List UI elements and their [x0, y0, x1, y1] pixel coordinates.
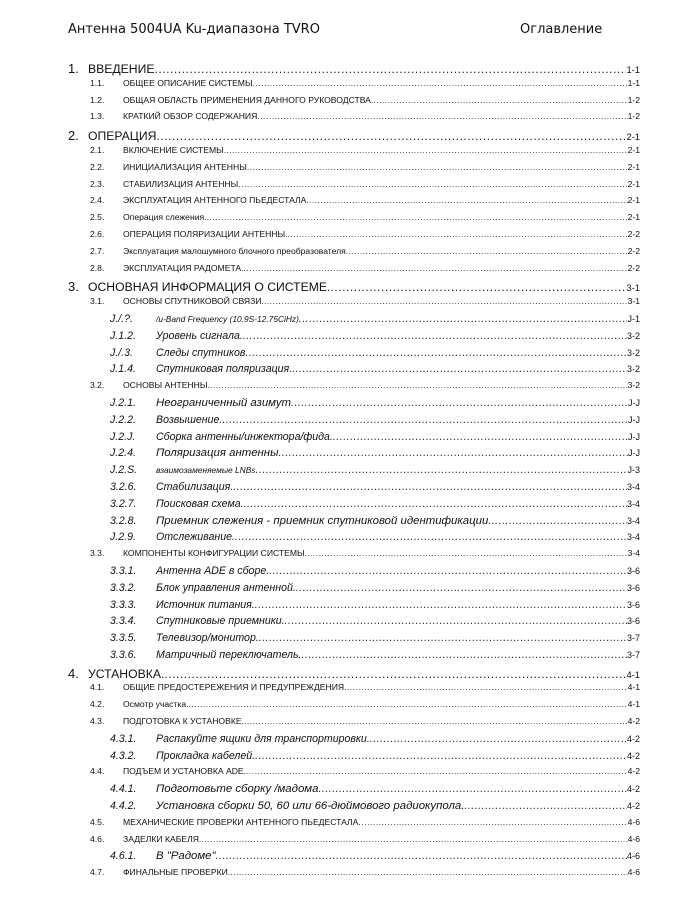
toc-entry[interactable]: [68, 212, 640, 229]
document-title: Антенна 5004UA Ku-диапазона TVRO: [68, 22, 320, 37]
toc-entry[interactable]: [68, 481, 640, 498]
dot-leader: [235, 531, 627, 543]
toc-entry-title: Поляризация антенны: [156, 447, 279, 460]
toc-entry-number: 1.1.: [90, 77, 105, 88]
toc-entry-number: 3.: [68, 279, 79, 295]
dot-leader: [464, 800, 627, 812]
toc-entry-title: ФИНАЛЬНЫЕ ПРОВЕРКИ.: [123, 867, 231, 878]
toc-entry[interactable]: [68, 95, 640, 112]
toc-entry[interactable]: [68, 78, 640, 95]
dot-leader: [333, 431, 628, 443]
toc-entry-number: 3.2.8.: [110, 514, 137, 527]
toc-entry-number: 2.7.: [90, 245, 105, 256]
toc-entry-number: 4.3.: [90, 716, 105, 727]
toc-entry-title: Прокладка кабелей.: [156, 749, 256, 762]
toc-entry-page: 2-1: [627, 195, 640, 206]
toc-entry-page: J-J: [628, 414, 640, 425]
toc-entry-title: Спутниковые приемники.: [156, 615, 285, 628]
toc-entry-page: 4-2: [626, 750, 640, 761]
dot-leader: [243, 330, 627, 342]
dot-leader: [296, 582, 627, 594]
toc-entry[interactable]: [68, 649, 640, 666]
dot-leader: [344, 682, 627, 692]
toc-entry-number: 4.4.: [90, 766, 105, 777]
toc-entry-title: ИНИЦИАЛИЗАЦИЯ АНТЕННЫ: [123, 161, 247, 172]
toc-entry-page: 4-1: [627, 682, 640, 693]
dot-leader: [255, 599, 627, 611]
toc-entry-title: МЕХАНИЧЕСКИЕ ПРОВЕРКИ АНТЕННОГО ПЬЕДЕСТАЛА: [123, 816, 359, 827]
toc-entry-title: КРАТКИЙ ОБЗОР СОДЕРЖАНИЯ: [123, 111, 258, 122]
toc-entry-number: 3.3.1.: [110, 564, 137, 577]
dot-leader: [291, 397, 628, 409]
toc-entry[interactable]: [68, 263, 640, 280]
toc-entry[interactable]: [68, 380, 640, 397]
toc-entry-title: Спутниковая поляризация.: [156, 363, 293, 376]
toc-entry-title: Возвышение.: [156, 413, 223, 426]
toc-entry[interactable]: [68, 447, 640, 464]
toc-entry-page: 3-6: [626, 565, 640, 576]
dot-leader: [299, 313, 628, 325]
toc-entry-title: ОБЩЕЕ ОПИСАНИЕ СИСТЕМЫ: [123, 77, 253, 88]
toc-entry-number: J.2.4.: [110, 447, 136, 460]
toc-entry-page: 1-2: [627, 94, 640, 105]
dot-leader: [230, 867, 627, 877]
toc-entry-title: ОСНОВЫ АНТЕННЫ.: [123, 380, 210, 391]
toc-entry-page: 2-1: [627, 144, 640, 155]
dot-leader: [307, 548, 628, 558]
dot-leader: [222, 414, 628, 426]
toc-entry-page: 3-2: [626, 347, 640, 358]
toc-entry-title: Эксплуатация малошумного блочного преобразователя.: [123, 245, 349, 256]
toc-entry-number: J.2.S.: [110, 464, 138, 477]
toc-entry-number: 1.2.: [90, 94, 105, 105]
toc-entry-number: 3.1.: [90, 296, 105, 307]
dot-leader: [301, 649, 627, 661]
dot-leader: [189, 699, 628, 709]
toc-entry-number: J.2.J.: [110, 430, 136, 443]
toc-entry-page: 3-4: [626, 498, 640, 509]
toc-entry-page: 3-7: [626, 633, 640, 644]
toc-entry-title: КОМПОНЕНТЫ КОНФИГУРАЦИИ СИСТЕМЫ.: [123, 548, 308, 559]
toc-entry-page: 2-2: [627, 228, 640, 239]
toc-entry[interactable]: [68, 195, 640, 212]
toc-entry-title: Антенна ADE в сборе.: [156, 564, 270, 577]
toc-entry[interactable]: [68, 817, 640, 834]
dot-leader: [318, 783, 627, 795]
toc-entry[interactable]: [68, 313, 640, 330]
dot-leader: [309, 195, 628, 205]
dot-leader: [156, 129, 626, 143]
toc-entry[interactable]: [68, 733, 640, 750]
toc-entry-page: 4-6: [626, 851, 640, 862]
toc-entry-title: Следы спутников: [156, 346, 246, 359]
toc-entry-number: 4.4.2.: [110, 800, 137, 813]
dot-leader: [154, 62, 626, 76]
toc-entry-title: Осмотр участка.: [123, 699, 189, 710]
toc-entry-number: 2.6.: [90, 228, 105, 239]
dot-leader: [226, 145, 627, 155]
dot-leader: [238, 179, 627, 189]
toc-entry-page: 2-1: [626, 131, 640, 143]
toc-entry-page: 3-7: [626, 649, 640, 660]
toc-entry-number: J.1.4.: [110, 363, 136, 376]
toc-entry-page: J-3: [627, 465, 640, 476]
toc-entry-title: ПОДЪЕМ И УСТАНОВКА ADE.: [123, 766, 247, 777]
toc-entry[interactable]: [68, 565, 640, 582]
toc-entry-number: 3.3.4.: [110, 615, 137, 628]
toc-entry-number: 4.1.: [90, 682, 105, 693]
toc-entry-title: ОПЕРАЦИЯ ПОЛЯРИЗАЦИИ АНТЕННЫ.: [123, 228, 288, 239]
toc-entry-number: 3.3.5.: [110, 632, 137, 645]
toc-entry-title: ОБЩАЯ ОБЛАСТЬ ПРИМЕНЕНИЯ ДАННОГО РУКОВОДСТВА.: [123, 94, 374, 105]
toc-entry-title: взаимозаменяемые LNBs: [156, 465, 256, 476]
toc-entry-page: 4-6: [627, 833, 640, 844]
toc-entry-page: 4-1: [627, 699, 640, 710]
toc-entry-number: 2.8.: [90, 262, 105, 273]
toc-entry-number: 4.2.: [90, 699, 105, 710]
toc-entry-page: J-1: [627, 313, 640, 324]
toc-entry[interactable]: [68, 666, 640, 683]
toc-entry-title: В "Радоме": [156, 850, 216, 863]
toc-entry[interactable]: [68, 699, 640, 716]
toc-entry-title: УСТАНОВКА.: [88, 666, 165, 681]
dot-leader: [278, 447, 628, 459]
toc-entry[interactable]: [68, 515, 640, 532]
toc-entry-page: J-J: [628, 448, 640, 459]
toc-entry-title: Телевизор/монитор.: [156, 632, 259, 645]
toc-entry-number: 2.1.: [90, 144, 105, 155]
dot-leader: [292, 363, 627, 375]
toc-entry-page: 3-1: [627, 296, 640, 307]
dot-leader: [264, 296, 628, 306]
dot-leader: [257, 111, 627, 121]
toc-entry[interactable]: [68, 296, 640, 313]
toc-entry[interactable]: [68, 397, 640, 414]
toc-entry-title: ОСНОВЫ СПУТНИКОВОЙ СВЯЗИ.: [123, 296, 264, 307]
toc-entry-title: Уровень сигнала.: [156, 329, 243, 342]
toc-entry-title: ЭКСПЛУАТАЦИЯ АНТЕННОГО ПЬЕДЕСТАЛА.: [123, 195, 309, 206]
toc-entry-page: 4-2: [626, 801, 640, 812]
toc-entry-number: J./.3.: [110, 346, 133, 359]
toc-entry[interactable]: [68, 414, 640, 431]
toc-entry-title: Распакуйте ящики для транспортировки.: [156, 732, 370, 745]
toc-entry[interactable]: [68, 111, 640, 128]
toc-entry-page: 2-2: [627, 245, 640, 256]
dot-leader: [216, 850, 627, 862]
toc-entry-page: 4-6: [627, 867, 640, 878]
toc-entry-title: Отслеживание.: [156, 531, 235, 544]
toc-entry[interactable]: [68, 682, 640, 699]
toc-entry-number: 1.3.: [90, 111, 105, 122]
toc-entry-number: 4.5.: [90, 816, 105, 827]
toc-entry-number: 2.: [68, 128, 79, 144]
toc-entry-title: ЭКСПЛУАТАЦИЯ РАДОМЕТА.: [123, 262, 244, 273]
toc-entry-title: ЗАДЕЛКИ КАБЕЛЯ.: [123, 833, 202, 844]
dot-leader: [488, 515, 627, 527]
toc-entry-page: 2-1: [627, 178, 640, 189]
dot-leader: [358, 817, 627, 827]
page-header: [68, 22, 628, 42]
toc-entry-number: 3.3.3.: [110, 598, 137, 611]
toc-entry-page: 1-1: [627, 77, 640, 88]
toc-entry-page: 3-1: [626, 282, 640, 294]
toc-entry-number: 2.2.: [90, 161, 105, 172]
toc-entry-number: 3.2.: [90, 380, 105, 391]
toc-entry-title: ВКЛЮЧЕНИЕ СИСТЕМЫ.: [123, 144, 227, 155]
toc-entry-number: 3.2.7.: [110, 497, 137, 510]
toc-entry-page: 4-2: [627, 766, 640, 777]
toc-entry-number: J.2.1.: [110, 396, 136, 409]
toc-entry-page: 3-2: [626, 364, 640, 375]
toc-entry-title: /u-Band Frequency (10.9S-12.75CiHz): [156, 313, 299, 324]
toc-entry[interactable]: [68, 548, 640, 565]
toc-entry-number: 4.3.2.: [110, 749, 137, 762]
toc-entry-number: 1.: [68, 61, 79, 76]
dot-leader: [244, 716, 628, 726]
toc-entry-page: 4-2: [627, 716, 640, 727]
dot-leader: [255, 464, 627, 476]
toc-entry-title: Сборка антенны/инжектора/фида.: [156, 430, 333, 443]
toc-entry-title: ПОДГОТОВКА К УСТАНОВКЕ.: [123, 716, 244, 727]
toc-entry-number: J.2.9.: [110, 531, 136, 544]
toc-entry-number: 4.3.1.: [110, 732, 137, 745]
toc-entry[interactable]: [68, 347, 640, 364]
section-title: Оглавление: [520, 22, 603, 37]
dot-leader: [245, 347, 627, 359]
toc-entry[interactable]: [68, 716, 640, 733]
dot-leader: [373, 95, 627, 105]
toc-entry[interactable]: [68, 246, 640, 263]
toc-entry[interactable]: [68, 363, 640, 380]
toc-entry[interactable]: [68, 783, 640, 800]
toc-entry[interactable]: [68, 179, 640, 196]
toc-entry[interactable]: [68, 599, 640, 616]
dot-leader: [207, 212, 628, 222]
toc-entry-number: J.2.2.: [110, 413, 136, 426]
toc-entry[interactable]: [68, 750, 640, 767]
toc-entry[interactable]: [68, 145, 640, 162]
toc-entry-page: 3-4: [626, 515, 640, 526]
toc-entry-title: Установка сборки 50, 60 или 66-дюймового радиокупола.: [156, 800, 465, 813]
toc-entry[interactable]: [68, 229, 640, 246]
toc-entry[interactable]: [68, 834, 640, 851]
toc-entry[interactable]: [68, 867, 640, 884]
dot-leader: [244, 498, 627, 510]
toc-entry[interactable]: [68, 498, 640, 515]
toc-entry-page: 3-6: [626, 599, 640, 610]
toc-entry[interactable]: [68, 128, 640, 145]
toc-entry-page: 4-1: [626, 668, 640, 680]
dot-leader: [287, 229, 627, 239]
toc-entry-page: 3-4: [626, 481, 640, 492]
toc-entry-number: 4.: [68, 665, 79, 681]
toc-entry-title: Матричный переключатель.: [156, 648, 302, 661]
toc-entry-title: Подготовьте сборку /мадома: [156, 783, 319, 796]
dot-leader: [201, 834, 627, 844]
dot-leader: [255, 750, 627, 762]
toc-entry[interactable]: [68, 582, 640, 599]
toc-entry-page: 1-2: [627, 111, 640, 122]
toc-entry-title: Операция слежения.: [123, 212, 207, 223]
toc-entry-page: 1-1: [626, 64, 640, 75]
toc-entry-number: 2.4.: [90, 195, 105, 206]
toc-entry-title: Поисковая схема.: [156, 497, 244, 510]
table-of-contents: [0, 61, 700, 884]
toc-entry-number: 3.2.6.: [110, 480, 137, 493]
toc-entry[interactable]: [68, 431, 640, 448]
toc-entry[interactable]: [68, 61, 640, 78]
toc-entry[interactable]: [68, 531, 640, 548]
dot-leader: [330, 280, 626, 294]
dot-leader: [285, 615, 627, 627]
toc-entry-title: СТАБИЛИЗАЦИЯ АНТЕННЫ: [123, 178, 239, 189]
dot-leader: [164, 667, 626, 681]
toc-entry-page: 3-2: [627, 380, 640, 391]
toc-entry-page: J-J: [628, 431, 640, 442]
toc-entry-title: ВВЕДЕНИЕ: [88, 62, 155, 76]
toc-entry[interactable]: [68, 279, 640, 296]
toc-entry-page: 2-2: [627, 262, 640, 273]
toc-entry-page: 4-2: [626, 733, 640, 744]
dot-leader: [244, 263, 628, 273]
toc-entry[interactable]: [68, 615, 640, 632]
toc-entry-title: ОПЕРАЦИЯ: [88, 129, 157, 144]
toc-entry-page: J-J: [628, 397, 640, 408]
dot-leader: [253, 78, 628, 88]
dot-leader: [247, 162, 628, 172]
toc-entry[interactable]: [68, 464, 640, 481]
toc-entry-number: 2.3.: [90, 178, 105, 189]
dot-leader: [246, 766, 628, 776]
toc-entry-number: 4.7.: [90, 867, 105, 878]
dot-leader: [269, 565, 627, 577]
toc-entry-number: 4.4.1.: [110, 783, 137, 796]
toc-entry-page: 3-6: [626, 582, 640, 593]
toc-entry-number: J./.?.: [110, 312, 133, 325]
toc-entry-page: 2-1: [627, 212, 640, 223]
toc-entry-number: 4.6.: [90, 833, 105, 844]
dot-leader: [370, 733, 627, 745]
dot-leader: [259, 632, 627, 644]
toc-entry-title: Блок управления антенной.: [156, 581, 296, 594]
dot-leader: [233, 481, 627, 493]
dot-leader: [348, 246, 627, 256]
dot-leader: [210, 380, 628, 390]
toc-entry[interactable]: [68, 162, 640, 179]
toc-entry-page: 3-4: [626, 532, 640, 543]
toc-entry-page: 4-6: [627, 816, 640, 827]
toc-entry-number: J.1.2.: [110, 329, 136, 342]
toc-entry-page: 3-2: [626, 330, 640, 341]
toc-entry-number: 4.6.1.: [110, 850, 137, 863]
toc-entry-page: 2-1: [627, 161, 640, 172]
toc-entry-page: 3-6: [626, 616, 640, 627]
toc-entry[interactable]: [68, 850, 640, 867]
toc-entry[interactable]: [68, 800, 640, 817]
toc-entry-number: 2.5.: [90, 212, 105, 223]
toc-entry[interactable]: [68, 330, 640, 347]
toc-entry-title: Источник питания.: [156, 598, 255, 611]
toc-entry-number: 3.3.: [90, 548, 105, 559]
toc-entry[interactable]: [68, 632, 640, 649]
toc-entry-number: 3.3.2.: [110, 581, 137, 594]
toc-entry-title: ОСНОВНАЯ ИНФОРМАЦИЯ О СИСТЕМЕ.: [88, 280, 331, 295]
toc-entry-title: Стабилизация.: [156, 480, 234, 493]
toc-entry-title: Приемник слежения - приемник спутниковой идентификации: [156, 514, 489, 527]
toc-entry-number: 3.3.6.: [110, 648, 137, 661]
toc-entry[interactable]: [68, 766, 640, 783]
toc-entry-title: Неограниченный азимут: [156, 396, 292, 409]
toc-entry-title: ОБЩИЕ ПРЕДОСТЕРЕЖЕНИЯ И ПРЕДУПРЕЖДЕНИЯ: [123, 682, 345, 693]
toc-entry-page: 4-2: [626, 784, 640, 795]
toc-entry-page: 3-4: [627, 548, 640, 559]
